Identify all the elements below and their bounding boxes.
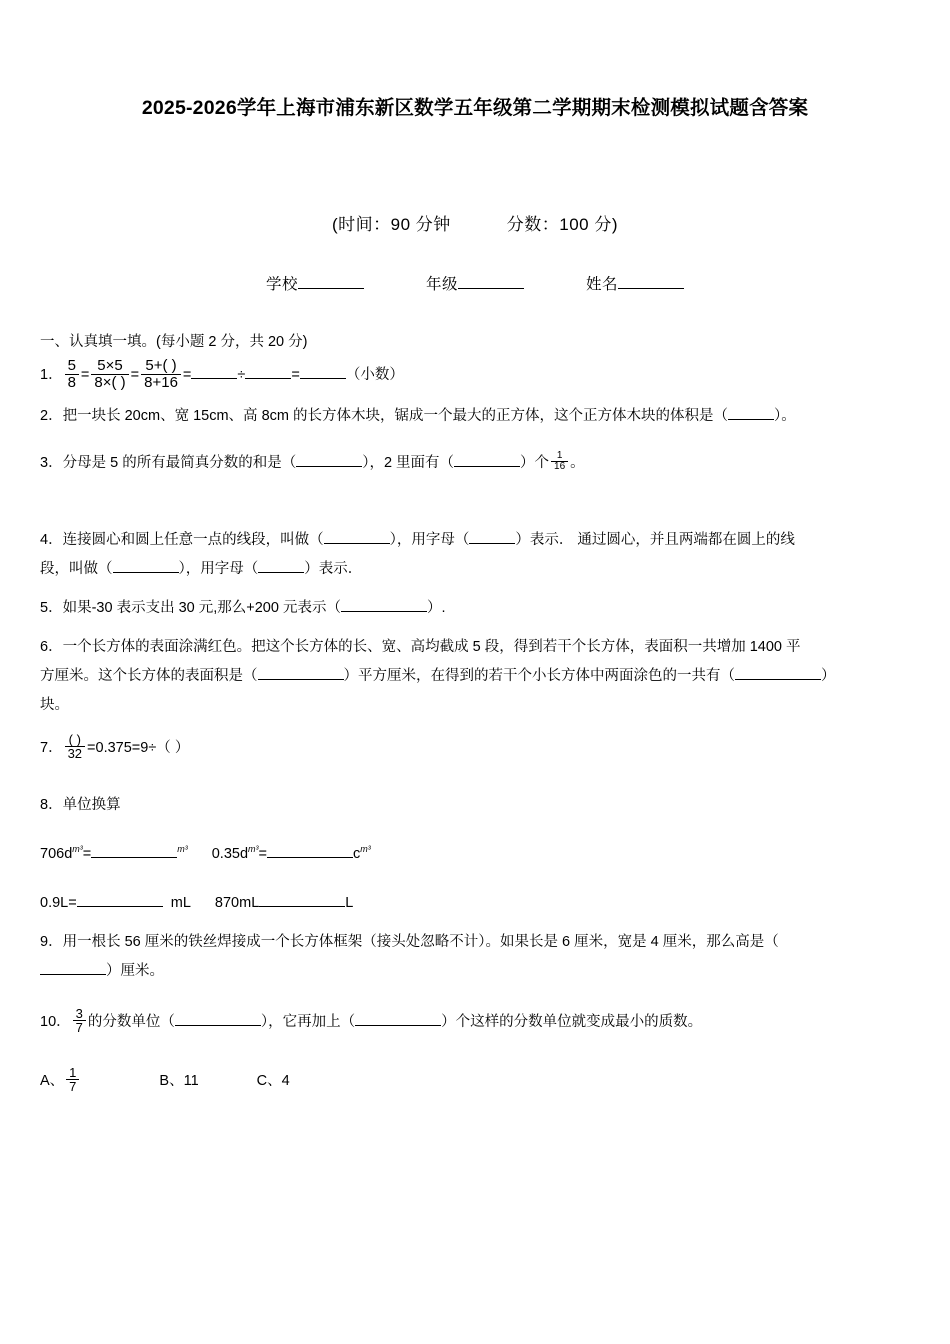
name-blank[interactable] xyxy=(618,274,684,290)
q8-l1-unit-4: m³ xyxy=(360,843,371,854)
q8-l2-a: 0.9L= xyxy=(40,894,77,911)
q6-text-a: 一个长方体的表面涂满红色。把这个长方体的长、宽、高均截成 5 段，得到若干个长方体，表面积一共增加 1400 平 xyxy=(62,638,801,655)
question-10 xyxy=(40,1005,910,1037)
q10-text-a: 的分数单位（ xyxy=(87,1013,175,1030)
q8-text: 单位换算 xyxy=(62,796,121,813)
q8-conversion-row-2 xyxy=(40,889,910,918)
q3-fraction: $\frac{1}{16}$ xyxy=(551,451,568,473)
choice-a[interactable] xyxy=(40,1064,81,1095)
q6-text-e: 块。 xyxy=(40,696,69,713)
question-4 xyxy=(40,526,910,584)
q6-blank-2[interactable] xyxy=(735,665,821,680)
q5-number: 5． xyxy=(40,599,63,616)
q8-l1-unit-3: m³ xyxy=(248,843,259,854)
q4-blank-4[interactable] xyxy=(258,558,304,573)
q1-eq-2: = xyxy=(130,367,140,384)
q8-number: 8． xyxy=(40,796,63,813)
q4-blank-1[interactable] xyxy=(324,529,390,544)
q1-eq-4: = xyxy=(291,367,300,384)
question-2 xyxy=(40,402,910,431)
q7-number: 7． xyxy=(40,739,63,756)
q2-number: 2． xyxy=(40,407,63,424)
q1-eq-1: = xyxy=(80,367,90,384)
choice-row xyxy=(40,1064,910,1095)
q2-blank[interactable] xyxy=(728,405,774,420)
q4-text-a: 连接圆心和圆上任意一点的线段，叫做（ xyxy=(62,531,324,548)
q8-blank-1[interactable] xyxy=(91,843,177,858)
q3-blank-1[interactable] xyxy=(296,452,362,467)
q9-number: 9． xyxy=(40,933,63,950)
q4-text-f: ）表示． xyxy=(304,560,363,577)
q10-blank-2[interactable] xyxy=(355,1011,441,1026)
student-fields xyxy=(40,272,910,294)
q7-text-a: =0.375=9÷（ ） xyxy=(87,739,190,756)
page-title: 2025-2026学年上海市浦东新区数学五年级第二学期期末检测模拟试题含答案 xyxy=(141,97,809,119)
q8-l1-c: c xyxy=(353,845,361,862)
q1-blank-3[interactable] xyxy=(300,365,346,380)
q8-blank-3[interactable] xyxy=(77,892,163,907)
question-7 xyxy=(40,731,910,763)
q8-l1-eq2: = xyxy=(258,845,267,862)
school-blank[interactable] xyxy=(298,274,364,290)
school-label: 学校 xyxy=(265,276,298,294)
q8-l1-a: 706d xyxy=(40,845,73,862)
q4-blank-2[interactable] xyxy=(469,529,515,544)
q8-conversion-row-1 xyxy=(40,840,910,869)
q6-blank-1[interactable] xyxy=(258,665,344,680)
q4-blank-3[interactable] xyxy=(113,558,179,573)
q3-text-a: 分母是 5 的所有最简真分数的和是（ xyxy=(62,454,297,471)
question-1 xyxy=(40,359,910,392)
q10-text-c: ）个这样的分数单位就变成最小的质数。 xyxy=(441,1013,703,1030)
q2-text-b: ）。 xyxy=(774,407,796,424)
choice-a-fraction: $\frac{1}{7}$ xyxy=(66,1066,79,1094)
choice-a-label: A、 xyxy=(40,1072,65,1089)
q3-blank-2[interactable] xyxy=(454,452,520,467)
q10-blank-1[interactable] xyxy=(175,1011,261,1026)
q9-text-a: 用一根长 56 厘米的铁丝焊接成一个长方体框架（接头处忽略不计）。如果长是 6 厘米，宽是 4 厘米，那么高是（ xyxy=(62,933,779,950)
q1-fraction-2: $\frac{5\times 5}{8\times( )}$ xyxy=(91,358,128,391)
question-5 xyxy=(40,594,910,623)
choice-c[interactable]: C、4 xyxy=(256,1072,290,1089)
question-6 xyxy=(40,633,910,720)
q5-blank[interactable] xyxy=(341,597,427,612)
q4-text-d: 段，叫做（ xyxy=(40,560,113,577)
q8-blank-4[interactable] xyxy=(259,892,345,907)
q6-text-c: ）平方厘米，在得到的若干个小长方体中两面涂色的一共有（ xyxy=(343,667,735,684)
q1-blank-1[interactable] xyxy=(191,365,237,380)
q7-fraction: $\frac{( )}{32}$ xyxy=(65,733,85,761)
q8-l1-eq: = xyxy=(82,845,92,862)
q1-fraction-1: $\frac{5}{8}$ xyxy=(65,358,79,391)
exam-meta xyxy=(40,210,910,235)
q1-fraction-3: $\frac{5+( )}{8+16}$ xyxy=(141,358,181,391)
q5-text-a: 如果-30 表示支出 30 元,那么+200 元表示（ xyxy=(62,599,341,616)
q8-l2-unit-2: L xyxy=(345,894,354,911)
q8-blank-2[interactable] xyxy=(267,843,353,858)
q6-number: 6． xyxy=(40,638,63,655)
grade-label: 年级 xyxy=(425,276,458,294)
q8-l1-unit-1: m³ xyxy=(72,843,83,854)
q6-text-d: ） xyxy=(821,667,836,684)
q9-blank[interactable] xyxy=(40,960,106,975)
q1-div: ÷ xyxy=(237,367,246,384)
time-label: (时间：90 分钟 xyxy=(331,215,451,235)
q9-text-b: ）厘米。 xyxy=(106,962,164,979)
q1-blank-2[interactable] xyxy=(245,365,291,380)
q5-text-b: ）. xyxy=(426,599,446,616)
q3-text-b: ），2 里面有（ xyxy=(362,454,455,471)
q10-number: 10． xyxy=(40,1013,71,1030)
q1-number: 1． xyxy=(40,367,63,384)
question-3 xyxy=(40,449,910,478)
q4-number: 4． xyxy=(40,531,63,548)
name-label: 姓名 xyxy=(586,276,619,294)
q4-text-e: ），用字母（ xyxy=(178,560,259,577)
q3-text-d: 。 xyxy=(570,454,585,471)
q2-text-a: 把一块长 20cm、宽 15cm、高 8cm 的长方体木块，锯成一个最大的正方体，这个正方体木块的体积是（ xyxy=(62,407,728,424)
q8-l1-unit-2: m³ xyxy=(177,843,188,854)
q10-text-b: ），它再加上（ xyxy=(260,1013,356,1030)
q4-text-b: ），用字母（ xyxy=(389,531,470,548)
q1-eq-3: = xyxy=(182,367,192,384)
question-8 xyxy=(40,791,910,820)
q10-fraction: $\frac{3}{7}$ xyxy=(73,1007,86,1035)
q8-l1-b: 0.35d xyxy=(211,845,249,862)
choice-b[interactable]: B、11 xyxy=(159,1072,199,1089)
q8-l2-b: 870mL xyxy=(214,894,260,911)
question-9 xyxy=(40,928,910,986)
q3-number: 3． xyxy=(40,454,63,471)
grade-blank[interactable] xyxy=(458,274,524,290)
score-label: 分数：100 分) xyxy=(506,215,619,235)
q3-text-c: ）个 xyxy=(520,454,550,471)
q8-l2-unit-1: mL xyxy=(170,894,191,911)
q1-tail: （小数） xyxy=(345,367,404,384)
section-1-heading: 一、认真填一填。(每小题 2 分，共 20 分) xyxy=(40,334,308,351)
q4-text-c: ）表示． 通过圆心，并且两端都在圆上的线 xyxy=(515,531,795,548)
q6-text-b: 方厘米。这个长方体的表面积是（ xyxy=(40,667,258,684)
